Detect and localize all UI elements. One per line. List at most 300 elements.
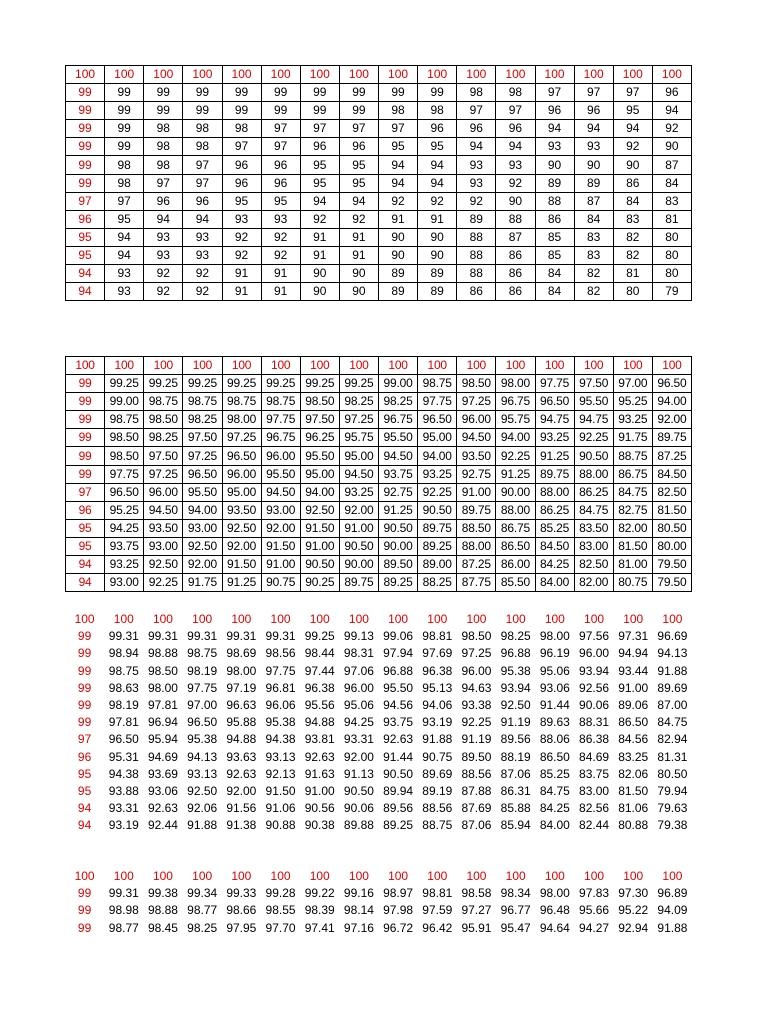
table-cell: 89.75 [457, 501, 496, 519]
table-cell: 98.50 [144, 411, 183, 429]
table-cell: 90.06 [579, 698, 610, 713]
table-cell: 91.00 [618, 680, 649, 695]
table-cell: 82.50 [652, 483, 691, 501]
column-header-cell: 100 [662, 869, 683, 884]
table-cell: 99.00 [105, 393, 144, 411]
row-header-cell: 99 [77, 886, 92, 901]
table-cell: 93.00 [261, 501, 300, 519]
row-header-cell: 99 [66, 156, 105, 174]
table-cell: 80 [613, 283, 652, 301]
table-cell: 94.00 [300, 483, 339, 501]
table-cell: 95.75 [496, 411, 535, 429]
table-row [66, 228, 692, 246]
table-cell: 96 [457, 120, 496, 138]
table-cell: 96.81 [265, 680, 296, 695]
table-cell: 92 [300, 210, 339, 228]
table-cell: 91 [300, 246, 339, 264]
table-cell: 97.94 [383, 646, 414, 661]
table-cell: 96.88 [500, 646, 531, 661]
table-cell: 96.50 [108, 732, 139, 747]
table-cell: 91.06 [265, 801, 296, 816]
table-cell: 98.81 [422, 629, 453, 644]
table-cell: 89.19 [422, 783, 453, 798]
table-cell: 91 [261, 283, 300, 301]
table-cell: 94.63 [461, 680, 492, 695]
table-cell: 95.38 [265, 715, 296, 730]
table-cell: 90.50 [300, 556, 339, 574]
table-cell: 93.94 [500, 680, 531, 695]
table-cell: 84 [535, 283, 574, 301]
table-cell: 97.25 [461, 646, 492, 661]
table-cell: 90 [652, 138, 691, 156]
table-cell: 97.59 [422, 903, 453, 918]
table-cell: 84 [652, 174, 691, 192]
column-header-cell: 100 [183, 357, 222, 375]
table-cell: 98.75 [183, 393, 222, 411]
table-cell: 89.25 [383, 818, 414, 833]
table-cell: 93.13 [187, 766, 218, 781]
table-cell: 95 [222, 192, 261, 210]
table-cell: 94 [652, 102, 691, 120]
table-cell: 98.25 [144, 429, 183, 447]
table-cell: 93.06 [147, 783, 178, 798]
row-header-cell: 99 [66, 429, 105, 447]
table-cell: 84.75 [613, 483, 652, 501]
table-cell: 93.94 [579, 663, 610, 678]
table-cell: 84.69 [579, 749, 610, 764]
table-cell: 88.00 [574, 465, 613, 483]
table-cell: 95.47 [500, 920, 531, 935]
table-cell: 89.25 [418, 537, 457, 555]
table-cell: 83 [652, 192, 691, 210]
table-cell: 85.50 [496, 574, 535, 592]
table-cell: 90.50 [339, 537, 378, 555]
row-header-cell: 95 [66, 246, 105, 264]
table-cell: 91.56 [226, 801, 257, 816]
table-cell: 87.06 [500, 766, 531, 781]
column-header-cell: 100 [535, 66, 574, 84]
table-cell: 94 [613, 120, 652, 138]
table-cell: 93 [105, 265, 144, 283]
table-cell: 98.31 [343, 646, 374, 661]
table-cell: 92 [261, 228, 300, 246]
table-row [65, 766, 692, 783]
table-cell: 97.25 [183, 447, 222, 465]
table-cell: 93.75 [105, 537, 144, 555]
table-cell: 95 [261, 192, 300, 210]
table-cell: 98.34 [500, 886, 531, 901]
table-cell: 98.25 [187, 920, 218, 935]
table-cell: 97.44 [304, 663, 335, 678]
table-cell: 93.25 [535, 429, 574, 447]
table-cell: 91.88 [657, 663, 688, 678]
table-cell: 86 [496, 246, 535, 264]
column-header-cell: 100 [192, 612, 213, 627]
table-cell: 93 [183, 246, 222, 264]
table-cell: 96.88 [383, 663, 414, 678]
table-cell: 95.56 [304, 698, 335, 713]
table-cell: 99.31 [108, 629, 139, 644]
table-cell: 96 [496, 120, 535, 138]
table-cell: 96.00 [222, 465, 261, 483]
table-cell: 83.25 [618, 749, 649, 764]
table-cell: 98 [222, 120, 261, 138]
table-cell: 91.19 [461, 732, 492, 747]
row-header-cell: 94 [66, 574, 105, 592]
table-cell: 91 [418, 210, 457, 228]
table-row [65, 645, 692, 662]
table-cell: 90 [300, 283, 339, 301]
table-row [65, 714, 692, 731]
table-cell: 93.44 [618, 663, 649, 678]
column-header-cell: 100 [231, 612, 252, 627]
table-cell: 98.75 [144, 393, 183, 411]
column-header-cell: 100 [388, 869, 409, 884]
table-cell: 86 [535, 210, 574, 228]
table-cell: 88 [457, 265, 496, 283]
row-header-cell: 99 [77, 646, 92, 661]
table-cell: 95.25 [105, 501, 144, 519]
column-header-cell: 100 [144, 357, 183, 375]
table-cell: 91.88 [657, 920, 688, 935]
table-cell: 92 [496, 174, 535, 192]
table-cell: 93 [535, 138, 574, 156]
table-cell: 97 [574, 84, 613, 102]
column-header-cell: 100 [623, 869, 644, 884]
table-cell: 91.00 [261, 556, 300, 574]
table-cell: 93.25 [105, 556, 144, 574]
table-cell: 80.88 [618, 818, 649, 833]
table-cell: 92.63 [147, 801, 178, 816]
score-table-1 [65, 65, 692, 301]
row-header-cell: 100 [66, 357, 105, 375]
table-cell: 98.25 [339, 393, 378, 411]
table-cell: 99.31 [187, 629, 218, 644]
table-cell: 92.50 [300, 501, 339, 519]
table-cell: 98.25 [379, 393, 418, 411]
table-cell: 96.00 [461, 663, 492, 678]
table-cell: 94.56 [383, 698, 414, 713]
table-cell: 84.50 [652, 465, 691, 483]
table-cell: 98.19 [108, 698, 139, 713]
table-cell: 91.13 [343, 766, 374, 781]
table-cell: 88 [535, 192, 574, 210]
table-cell: 97.27 [461, 903, 492, 918]
table-cell: 98 [144, 120, 183, 138]
table-cell: 96.50 [187, 715, 218, 730]
table-cell: 96.48 [539, 903, 570, 918]
table-cell: 96.72 [383, 920, 414, 935]
table-cell: 89.69 [657, 680, 688, 695]
table-cell: 99.25 [261, 375, 300, 393]
column-header-cell: 100 [505, 869, 526, 884]
table-row [66, 574, 692, 592]
table-row [66, 465, 692, 483]
table-cell: 99.31 [226, 629, 257, 644]
table-row [66, 483, 692, 501]
table-cell: 92 [183, 283, 222, 301]
table-cell: 99 [144, 84, 183, 102]
table-cell: 89.06 [618, 698, 649, 713]
table-cell: 93.38 [461, 698, 492, 713]
table-cell: 98 [144, 156, 183, 174]
column-header-cell: 100 [505, 612, 526, 627]
table-cell: 92.25 [461, 715, 492, 730]
table-cell: 99.25 [105, 375, 144, 393]
table-cell: 95.50 [383, 680, 414, 695]
table-cell: 95 [300, 156, 339, 174]
table-cell: 92 [339, 210, 378, 228]
row-header-cell: 100 [74, 612, 95, 627]
table-cell: 96.75 [261, 429, 300, 447]
table-cell: 94 [496, 138, 535, 156]
table-cell: 99 [261, 102, 300, 120]
table-cell: 91 [261, 265, 300, 283]
column-header-cell: 100 [300, 357, 339, 375]
table-cell: 87.25 [652, 447, 691, 465]
table-cell: 90.56 [304, 801, 335, 816]
table-cell: 92 [183, 265, 222, 283]
row-header-cell: 99 [66, 84, 105, 102]
row-header-cell: 99 [77, 715, 92, 730]
table-row [65, 731, 692, 748]
row-header-cell: 99 [66, 375, 105, 393]
table-row [66, 102, 692, 120]
table-cell: 98.88 [147, 903, 178, 918]
table-cell: 84 [574, 210, 613, 228]
table-cell: 98.58 [461, 886, 492, 901]
table-cell: 94 [535, 120, 574, 138]
table-cell: 97.30 [618, 886, 649, 901]
table-cell: 84 [535, 265, 574, 283]
table-row [65, 783, 692, 800]
table-cell: 94 [418, 156, 457, 174]
table-cell: 93.69 [147, 766, 178, 781]
table-cell: 83 [574, 228, 613, 246]
table-cell: 99 [379, 84, 418, 102]
column-header-cell: 100 [574, 357, 613, 375]
table-row [65, 902, 692, 919]
table-cell: 80.75 [613, 574, 652, 592]
table-cell: 95.88 [226, 715, 257, 730]
table-cell: 99.33 [226, 886, 257, 901]
table-cell: 94.00 [496, 429, 535, 447]
table-cell: 91.00 [304, 783, 335, 798]
table-cell: 99 [105, 102, 144, 120]
table-cell: 99.00 [379, 375, 418, 393]
table-cell: 88.50 [457, 519, 496, 537]
table-row [66, 411, 692, 429]
table-cell: 94.38 [108, 766, 139, 781]
table-cell: 92 [379, 192, 418, 210]
table-cell: 81.00 [613, 556, 652, 574]
table-cell: 98 [496, 84, 535, 102]
table-cell: 98.00 [539, 886, 570, 901]
table-cell: 98 [105, 156, 144, 174]
row-header-cell: 94 [77, 801, 92, 816]
column-header-cell: 100 [309, 612, 330, 627]
table-cell: 79.94 [657, 783, 688, 798]
column-header-cell: 100 [270, 612, 291, 627]
table-cell: 91 [222, 265, 261, 283]
table-cell: 95 [300, 174, 339, 192]
table-cell: 96.50 [418, 411, 457, 429]
table-cell: 98.50 [105, 429, 144, 447]
table-cell: 92 [222, 246, 261, 264]
table-cell: 95 [339, 174, 378, 192]
row-header-cell: 95 [66, 519, 105, 537]
table-cell: 95.00 [339, 447, 378, 465]
table-row [66, 393, 692, 411]
table-row [65, 611, 692, 628]
table-row [66, 501, 692, 519]
column-header-cell: 100 [222, 357, 261, 375]
table-row [66, 174, 692, 192]
table-cell: 97 [261, 120, 300, 138]
table-cell: 83.00 [579, 783, 610, 798]
table-cell: 82.00 [574, 574, 613, 592]
column-header-cell: 100 [379, 66, 418, 84]
table-cell: 83 [613, 210, 652, 228]
table-cell: 96.50 [183, 465, 222, 483]
table-cell: 98.00 [226, 663, 257, 678]
row-header-cell: 97 [77, 732, 92, 747]
table-cell: 92.94 [618, 920, 649, 935]
table-cell: 94 [574, 120, 613, 138]
table-cell: 81 [613, 265, 652, 283]
table-cell: 95.06 [539, 663, 570, 678]
table-cell: 97.00 [187, 698, 218, 713]
table-cell: 94.75 [574, 411, 613, 429]
table-cell: 96.69 [657, 629, 688, 644]
table-cell: 95.66 [579, 903, 610, 918]
table-cell: 91.50 [300, 519, 339, 537]
table-cell: 83.50 [574, 519, 613, 537]
table-cell: 80 [652, 246, 691, 264]
table-cell: 81.50 [613, 537, 652, 555]
row-header-cell: 99 [77, 903, 92, 918]
table-cell: 96 [574, 102, 613, 120]
column-header-cell: 100 [105, 66, 144, 84]
column-header-cell: 100 [466, 869, 487, 884]
row-header-cell: 99 [77, 680, 92, 695]
table-cell: 86.25 [574, 483, 613, 501]
table-cell: 95.38 [500, 663, 531, 678]
table-cell: 84.75 [574, 501, 613, 519]
table-cell: 97.75 [418, 393, 457, 411]
table-cell: 99 [222, 102, 261, 120]
table-cell: 84.00 [539, 818, 570, 833]
table-cell: 91.44 [383, 749, 414, 764]
table-cell: 97.75 [105, 465, 144, 483]
table-cell: 98.75 [108, 663, 139, 678]
table-cell: 95.50 [379, 429, 418, 447]
table-cell: 98.66 [226, 903, 257, 918]
table-cell: 90.75 [261, 574, 300, 592]
table-cell: 90 [418, 246, 457, 264]
table-cell: 99.25 [304, 629, 335, 644]
column-header-cell: 100 [379, 357, 418, 375]
table-cell: 96 [300, 138, 339, 156]
table-cell: 92 [144, 283, 183, 301]
table-cell: 85.94 [500, 818, 531, 833]
table-cell: 97 [339, 120, 378, 138]
table-cell: 84.56 [618, 732, 649, 747]
table-cell: 91.44 [539, 698, 570, 713]
table-cell: 94.25 [343, 715, 374, 730]
row-header-cell: 96 [77, 749, 92, 764]
table-cell: 97 [105, 192, 144, 210]
table-cell: 98.75 [187, 646, 218, 661]
table-cell: 94 [457, 138, 496, 156]
table-cell: 96.75 [496, 393, 535, 411]
table-cell: 93 [144, 228, 183, 246]
table-cell: 96.00 [343, 680, 374, 695]
table-cell: 92.50 [222, 519, 261, 537]
table-cell: 86.75 [496, 519, 535, 537]
table-cell: 98.75 [222, 393, 261, 411]
table-cell: 86 [496, 283, 535, 301]
table-cell: 92.00 [226, 783, 257, 798]
table-cell: 92.44 [147, 818, 178, 833]
table-cell: 96 [222, 156, 261, 174]
table-cell: 98.97 [383, 886, 414, 901]
table-cell: 99.22 [304, 886, 335, 901]
table-cell: 94.88 [304, 715, 335, 730]
table-cell: 97.41 [304, 920, 335, 935]
table-cell: 83.75 [579, 766, 610, 781]
table-cell: 99.31 [265, 629, 296, 644]
table-cell: 93.00 [144, 537, 183, 555]
table-cell: 96.42 [422, 920, 453, 935]
row-header-cell: 94 [66, 283, 105, 301]
table-cell: 81.50 [652, 501, 691, 519]
table-cell: 93 [222, 210, 261, 228]
table-cell: 90 [379, 246, 418, 264]
table-cell: 99 [261, 84, 300, 102]
table-cell: 93 [457, 174, 496, 192]
column-header-cell: 100 [613, 357, 652, 375]
column-header-cell: 100 [652, 357, 691, 375]
table-cell: 96.94 [147, 715, 178, 730]
table-cell: 90.50 [383, 766, 414, 781]
table-cell: 90.50 [574, 447, 613, 465]
row-header-cell: 95 [77, 783, 92, 798]
table-row [66, 120, 692, 138]
table-cell: 91.63 [304, 766, 335, 781]
table-cell: 97 [144, 174, 183, 192]
row-header-cell: 99 [66, 102, 105, 120]
column-header-cell: 100 [309, 869, 330, 884]
table-row [65, 697, 692, 714]
table-cell: 97 [261, 138, 300, 156]
table-cell: 80.50 [652, 519, 691, 537]
table-cell: 92 [418, 192, 457, 210]
table-cell: 93.25 [339, 483, 378, 501]
table-cell: 99.25 [222, 375, 261, 393]
table-cell: 94.88 [226, 732, 257, 747]
table-cell: 94.50 [339, 465, 378, 483]
table-row [66, 84, 692, 102]
table-cell: 89.69 [422, 766, 453, 781]
table-cell: 91.00 [300, 537, 339, 555]
table-cell: 97.16 [343, 920, 374, 935]
table-cell: 96.75 [379, 411, 418, 429]
column-header-cell: 100 [192, 869, 213, 884]
table-cell: 91.00 [339, 519, 378, 537]
table-cell: 92.00 [222, 537, 261, 555]
table-cell: 84.75 [657, 715, 688, 730]
